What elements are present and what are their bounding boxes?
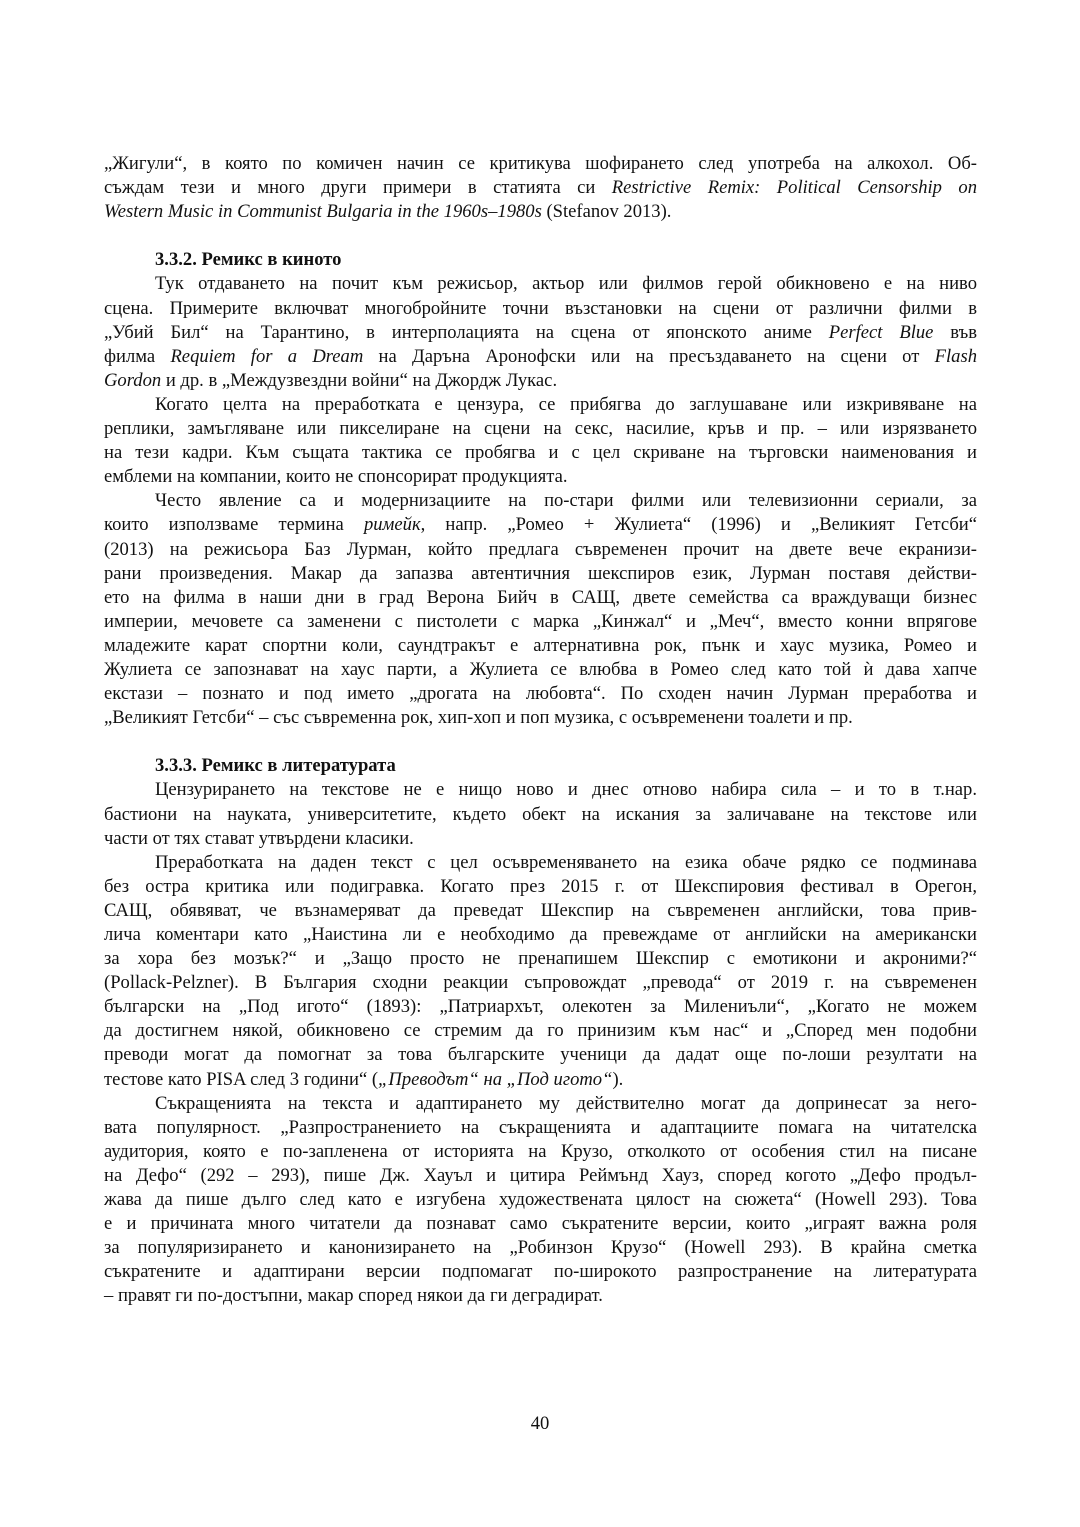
text-line: Съкращенията на текста и адаптирането му действително могат да допринесат за него- <box>155 1092 977 1114</box>
text-line: „Жигули“, в която по комичен начин се критикува шофирането след употреба на алкохол. Об- <box>104 153 977 174</box>
text-line: съждам тези и много други примери в статията си Restrictive Remix: Political Censorship on <box>104 177 977 199</box>
text-line: които използваме термина римейк, напр. „Ромео + Жулиета“ (1996) и „Великият Гетсби“ <box>104 514 977 536</box>
text-line: младежите карат спортни коли, саундтракът е алтернативна рок, пънк и хаус музика, Ромео и <box>104 634 977 656</box>
section-heading: 3.3.2. Ремикс в киното <box>155 249 342 271</box>
text-line: (Pollack-Pelzner). В България сходни реакции съпровождат „превода“ от 2019 г. на съвременен <box>104 972 977 994</box>
text-line: за популяризирането и канонизирането на „Робинзон Крузо“ (Howell 293). В крайна сметка <box>104 1237 977 1259</box>
paragraph <box>104 272 977 392</box>
text-line: за хора без мозък?“ и „Защо просто не пренапишем Шекспир с емотикони и акроними?“ <box>104 948 977 970</box>
text-line: емблеми на компании, които не спонсорират продукцията. <box>104 466 568 488</box>
section-heading: 3.3.3. Ремикс в литературата <box>155 755 396 777</box>
text-line: реплики, замъгляване или пикселиране на сцени на секс, насилие, кръв и пр. – или изрязването <box>104 418 977 440</box>
text-line: ето на филма в наши дни в град Верона Бийч в САЩ, двете семейства са враждуващи бизнес <box>104 586 977 608</box>
body-text <box>104 152 977 1309</box>
text-line: е и причината много читатели да познават само съкратените версии, които „играят важна роля <box>104 1213 977 1235</box>
text-line: сцена. Примерите включват многобройните точни възстановки на сцени от различни филми в <box>104 297 977 319</box>
text-line: на тези кадри. Към същата тактика се пробягва и с цел скриване на търговски наименования и <box>104 442 977 464</box>
text-line: (2013) на режисьора Баз Лурман, който предлага съвременен прочит на двете вече екранизи- <box>104 538 977 560</box>
paragraph <box>104 489 977 730</box>
text-line: съкратените и адаптирани версии подпомагат по-широкото разпространение на литературата <box>104 1261 977 1283</box>
text-line: части от тях стават утвърдени класики. <box>104 827 414 849</box>
text-line: Жулиета се запознават на хаус парти, а Жулиета се влюбва в Ромео след като той ѝ дава хапче <box>104 658 977 680</box>
text-line: рани произведения. Макар да запазва автентичния шекспиров език, Лурман поставя действи- <box>104 562 977 584</box>
text-line: Western Music in Communist Bulgaria in the 1960s–1980s (Stefanov 2013). <box>104 201 672 223</box>
text-line: „Убий Бил“ на Тарантино, в интерполацията на сцена от японското аниме Perfect Blue във <box>104 321 977 343</box>
text-line: Когато целта на преработката е цензура, се прибягва до заглушаване или изкривяване на <box>155 393 977 415</box>
text-line: Цензурирането на текстове не е нищо ново и днес отново набира сила – и то в т.нар. <box>155 779 977 801</box>
text-line: да достигнем някой, обикновено се стремим да го принизим към нас“ и „Според мен подобни <box>104 1020 977 1042</box>
paragraph <box>104 851 977 1092</box>
text-line: тестове като PISA след 3 години“ („Преводът“ на „Под игото“). <box>104 1068 624 1090</box>
text-line: преводи могат да помогнат за това българските ученици да дадат още по-лоши резултати на <box>104 1044 977 1066</box>
text-line: аудитория, която е по-запленена от историята на Крузо, отколкото от особения стил на писане <box>104 1140 977 1162</box>
text-line: бастиони на науката, университетите, където обект на искания за заличаване на текстове или <box>104 803 977 825</box>
text-line: Тук отдаването на почит към режисьор, актьор или филмов герой обикновено е на ниво <box>155 273 977 295</box>
text-line: български на „Под игото“ (1893): „Патриархът, олекотен за Милениъли“, „Когато не можем <box>104 996 977 1018</box>
paragraph <box>104 152 977 224</box>
text-line: Gordon и др. в „Междузвездни войни“ на Джордж Лукас. <box>104 369 558 391</box>
paragraph <box>104 1092 977 1309</box>
text-line: лича коментари като „Наистина ли е необходимо да превеждаме от английски на американски <box>104 924 977 945</box>
text-line: екстази – познато и под името „дрогата на любовта“. По сходен начин Лурман преработва и <box>104 683 977 705</box>
text-line: Преработката на даден текст с цел осъвременяването на езика обаче рядко се подминава <box>155 851 977 873</box>
text-line: вата популярност. „Разпространението на съкращенията и адаптациите помага на читателска <box>104 1116 977 1138</box>
text-line: „Великият Гетсби“ – със съвременна рок, хип-хоп и поп музика, с осъвременени тоалети и пр. <box>104 707 853 729</box>
text-line: филма Requiem for a Dream на Даръна Аронофски или на пресъздаването на сцени от Flash <box>104 345 977 367</box>
page-number: 40 <box>530 1413 550 1434</box>
paragraph <box>104 393 977 489</box>
text-line: империи, мечовете са заменени с пистолети с марка „Кинжал“ и „Меч“, вместо конни впрягове <box>104 610 977 632</box>
text-line: на Дефо“ (292 – 293), пише Дж. Хауъл и цитира Реймънд Хауз, според когото „Дефо продъл- <box>104 1164 977 1186</box>
text-line: без остра критика или подигравка. Когато през 2015 г. от Шекспировия фестивал в Орегон, <box>104 875 977 897</box>
text-line: жава да пише дълго след като е изгубена художествената цялост на сюжета“ (Howell 293). Това <box>104 1189 977 1211</box>
text-line: САЩ, обявяват, че възнамеряват да преведат Шекспир на съвременен английски, това прив- <box>104 899 977 921</box>
paragraph <box>104 778 977 850</box>
text-line: Често явление са и модернизациите на по-стари филми или телевизионни сериали, за <box>155 490 977 512</box>
text-line: – правят ги по-достъпни, макар според някои да ги деградират. <box>104 1285 603 1307</box>
